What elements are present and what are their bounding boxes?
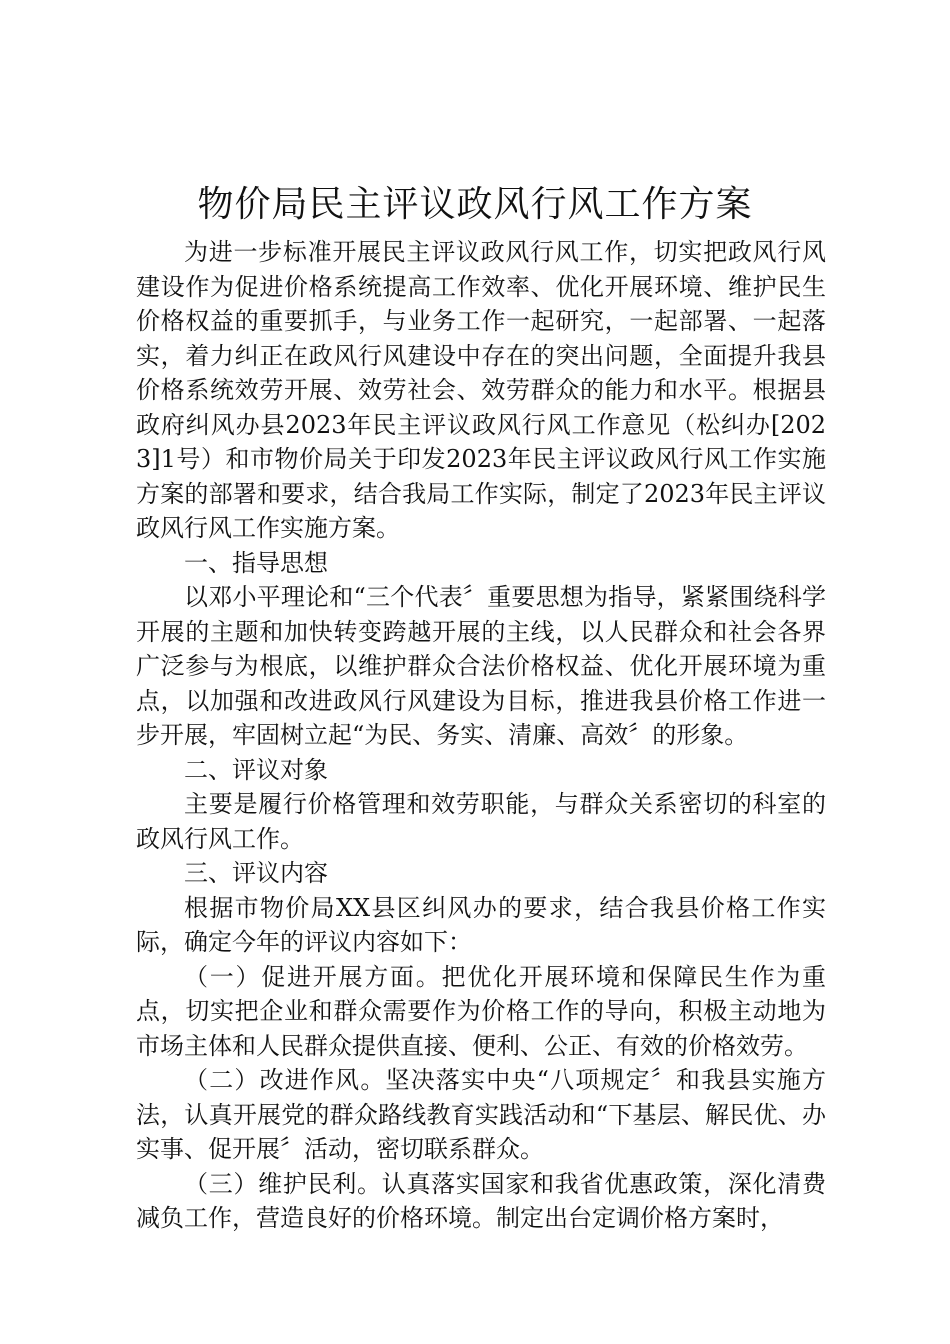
review-content-paragraph: 根据市物价局XX县区纠风办的要求，结合我县价格工作实际，确定今年的评议内容如下： xyxy=(136,893,826,956)
content-item-work-style: （二）改进作风。坚决落实中央“八项规定〞和我县实施方法，认真开展党的群众路线教育实践活动和“下基层、解民优、办实事、促开展〞活动，密切联系群众。 xyxy=(136,1066,826,1163)
document-body xyxy=(136,235,826,1236)
section-heading-guiding-thought: 一、指导思想 xyxy=(184,548,328,577)
section-heading-review-target: 二、评议对象 xyxy=(184,755,328,784)
section-heading-review-content: 三、评议内容 xyxy=(184,859,328,887)
review-target-paragraph: 主要是履行价格管理和效劳职能，与群众关系密切的科室的政风行风工作。 xyxy=(136,790,826,853)
intro-paragraph: 为进一步标准开展民主评议政风行风工作，切实把政风行风建设作为促进价格系统提高工作效率、优化开展环境、维护民生价格权益的重要抓手，与业务工作一起研究，一起部署、一起落实，着力纠正在政风行风建设中存在的突出问题，全面提升我县价格系统效劳开展、效劳社会、效劳群众的能力和水平。根据县政府纠风办县2023年民主评议政风行风工作意见（松纠办[2023]1号）和市物价局关于印发2023年民主评议政风行风工作实施方案的部署和要求，结合我局工作实际，制定了2023年民主评议政风行风工作实施方案。 xyxy=(136,238,826,542)
guiding-thought-paragraph: 以邓小平理论和“三个代表〞重要思想为指导，紧紧围绕科学开展的主题和加快转变跨越开展的主线，以人民群众和社会各界广泛参与为根底，以维护群众合法价格权益、优化开展环境为重点，以加强和改进政风行风建设为目标，推进我县价格工作进一步开展，牢固树立起“为民、务实、清廉、高效〞的形象。 xyxy=(136,583,826,749)
content-item-public-interest: （三）维护民利。认真落实国家和我省优惠政策，深化清费减负工作，营造良好的价格环境。制定出台定调价格方案时， xyxy=(136,1169,826,1232)
document-title: 物价局民主评议政风行风工作方案 xyxy=(197,184,753,225)
content-item-development: （一）促进开展方面。把优化开展环境和保障民生作为重点，切实把企业和群众需要作为价格工作的导向，积极主动地为市场主体和人民群众提供直接、便利、公正、有效的价格效劳。 xyxy=(136,962,826,1060)
